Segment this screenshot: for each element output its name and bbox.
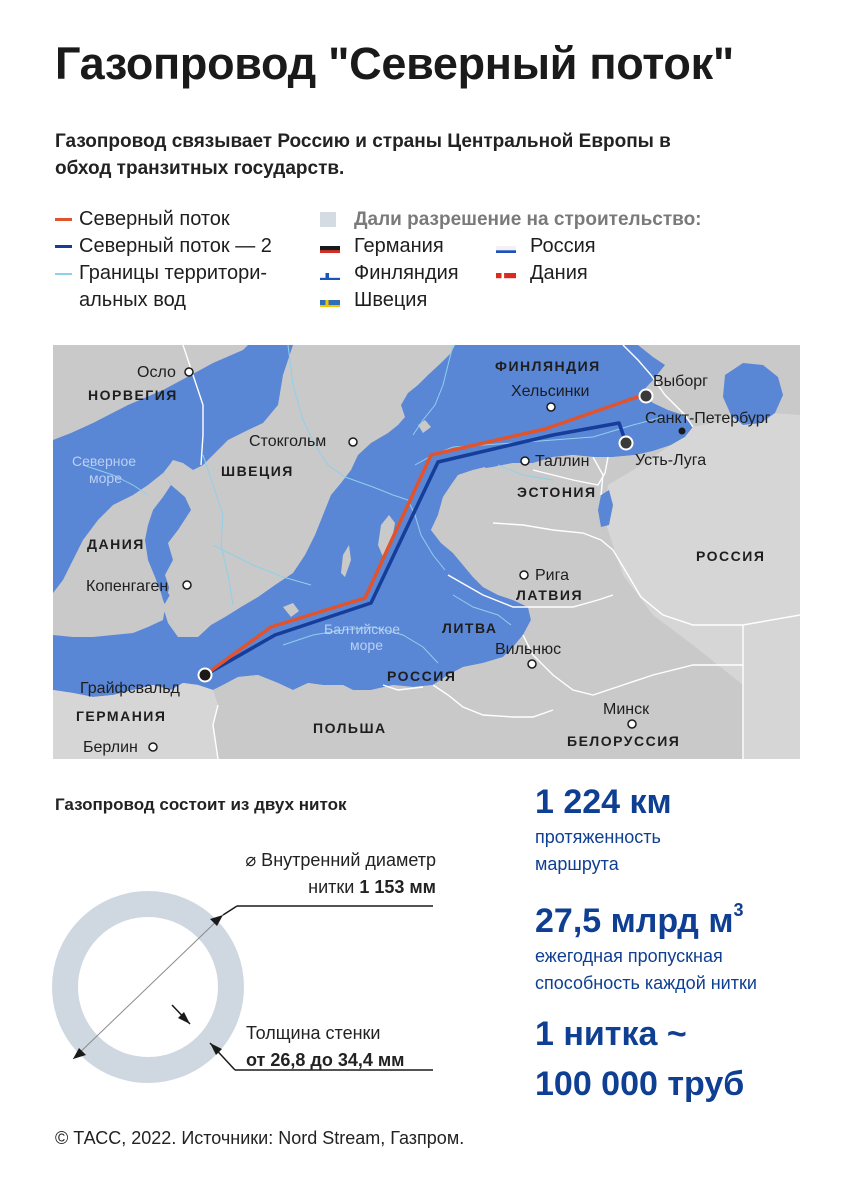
city-label-copenhagen: Копенгаген xyxy=(86,578,169,595)
page-subtitle: Газопровод связывает Россию и страны Центральной Европы в обход транзитных государств. xyxy=(55,131,671,179)
city-label-minsk: Минск xyxy=(603,701,650,718)
country-name: Финляндия xyxy=(354,262,459,284)
stat-length-value: 1 224 км xyxy=(535,783,672,821)
permits-heading-text: Дали разрешение на строительство: xyxy=(354,209,702,230)
greifswald-dot xyxy=(199,669,212,682)
germany-flag-icon xyxy=(320,240,340,253)
legend-label: Границы территори- xyxy=(79,262,268,284)
inner-diameter-line1: ⌀ Внутренний диаметр xyxy=(245,850,436,870)
inner-diameter-prefix: нитки xyxy=(308,877,360,897)
tallinn-dot xyxy=(521,457,529,465)
country-name: Россия xyxy=(530,235,596,257)
country-name: Швеция xyxy=(354,289,428,311)
country-name: Германия xyxy=(354,235,444,257)
stockholm-dot xyxy=(349,438,357,446)
city-label-vyborg: Выборг xyxy=(653,373,708,390)
permits-heading xyxy=(318,206,702,233)
city-label-oslo: Осло xyxy=(137,364,176,381)
pipeline-stats xyxy=(535,780,757,1109)
legend-country-sweden xyxy=(318,287,427,314)
russia-flag-icon xyxy=(496,240,516,253)
country-label-estonia: ЭСТОНИЯ xyxy=(517,484,597,500)
stat-capacity-value: 27,5 млрд м xyxy=(535,902,734,940)
country-label-norway: НОРВЕГИЯ xyxy=(88,387,178,403)
city-label-greifswald: Грайфсвальд xyxy=(80,680,180,697)
legend-item-nord-stream xyxy=(55,206,272,233)
city-label-saint-petersburg: Санкт-Петербург xyxy=(645,410,771,427)
city-label-berlin: Берлин xyxy=(83,739,138,756)
country-label-poland: ПОЛЬША xyxy=(313,720,387,736)
wall-thickness-value: от 26,8 до 34,4 мм xyxy=(246,1050,405,1070)
country-label-latvia: ЛАТВИЯ xyxy=(516,587,584,603)
country-label-russia: РОССИЯ xyxy=(696,548,766,564)
country-label-sweden: ШВЕЦИЯ xyxy=(221,463,294,479)
wall-thickness-line2 xyxy=(246,1047,404,1074)
source-footer: © ТАСС, 2022. Источники: Nord Stream, Газпром. xyxy=(55,1128,465,1148)
inner-diameter-leader xyxy=(223,906,237,915)
legend-label: альных вод xyxy=(79,289,186,311)
sea-label-north-1: Северное xyxy=(72,453,137,469)
city-label-riga: Рига xyxy=(535,567,569,584)
stat-length-label-1: протяженность xyxy=(535,827,661,847)
stat-capacity-unit-sup: 3 xyxy=(733,900,744,920)
sea-label-baltic-1: Балтийское xyxy=(324,621,401,637)
denmark-flag-icon xyxy=(496,267,516,280)
nord-stream-line-icon xyxy=(55,218,72,221)
country-label-russia-kaliningrad: РОССИЯ xyxy=(387,668,457,684)
ust-luga-dot xyxy=(620,437,633,450)
permits-legend xyxy=(318,206,702,233)
berlin-dot xyxy=(149,743,157,751)
inner-diameter-line2 xyxy=(208,874,436,901)
page-title: Газопровод "Северный поток" xyxy=(55,38,734,89)
vilnius-dot xyxy=(528,660,536,668)
stat-capacity-label-2: способность каждой нитки xyxy=(535,973,757,993)
pipe-section-title: Газопровод состоит из двух ниток xyxy=(55,795,347,814)
country-label-denmark: ДАНИЯ xyxy=(87,536,145,552)
pipeline-legend xyxy=(55,206,272,314)
city-label-tallinn: Таллин xyxy=(535,453,590,470)
copenhagen-dot xyxy=(183,581,191,589)
country-label-germany: ГЕРМАНИЯ xyxy=(76,708,167,724)
permit-area-swatch-icon xyxy=(320,212,336,227)
city-label-helsinki: Хельсинки xyxy=(511,383,590,400)
legend-item-territorial-waters-cont xyxy=(55,287,272,314)
minsk-dot xyxy=(628,720,636,728)
inner-diameter-label xyxy=(208,847,436,901)
legend-label: Северный поток xyxy=(79,208,230,230)
sweden-flag-icon xyxy=(320,294,340,307)
sea-label-baltic-2: море xyxy=(350,637,383,653)
wall-thickness-label xyxy=(246,1020,404,1074)
legend-country-russia xyxy=(494,233,596,260)
country-name: Дания xyxy=(530,262,588,284)
legend-country-germany xyxy=(318,233,444,260)
country-label-lithuania: ЛИТВА xyxy=(442,620,498,636)
stat-pipes-line-1: 1 нитка ~ xyxy=(535,1015,687,1053)
finland-flag-icon xyxy=(320,267,340,280)
vyborg-dot xyxy=(640,390,653,403)
legend-item-territorial-waters xyxy=(55,260,272,287)
sea-label-north-2: море xyxy=(89,470,122,486)
city-label-stockholm: Стокгольм xyxy=(249,433,327,450)
helsinki-dot xyxy=(547,403,555,411)
saint-petersburg-dot xyxy=(679,428,686,435)
wall-thickness-line1: Толщина стенки xyxy=(246,1023,381,1043)
territorial-waters-line-icon xyxy=(55,273,72,275)
legend-label: Северный поток — 2 xyxy=(79,235,272,257)
city-label-vilnius: Вильнюс xyxy=(495,641,562,658)
country-label-finland: ФИНЛЯНДИЯ xyxy=(495,358,601,374)
legend-item-nord-stream-2 xyxy=(55,233,272,260)
baltic-map xyxy=(53,345,800,759)
country-label-belarus: БЕЛОРУССИЯ xyxy=(567,733,681,749)
legend-country-finland xyxy=(318,260,459,287)
city-label-ust-luga: Усть-Луга xyxy=(635,452,707,469)
riga-dot xyxy=(520,571,528,579)
inner-diameter-value: 1 153 мм xyxy=(359,877,436,897)
oslo-dot xyxy=(185,368,193,376)
stat-capacity xyxy=(535,888,757,943)
stat-length-label-2: маршрута xyxy=(535,854,619,874)
stat-capacity-label-1: ежегодная пропускная xyxy=(535,946,723,966)
legend-country-denmark xyxy=(494,260,588,287)
stat-pipes-line-2: 100 000 труб xyxy=(535,1065,745,1103)
nord-stream-2-line-icon xyxy=(55,245,72,248)
